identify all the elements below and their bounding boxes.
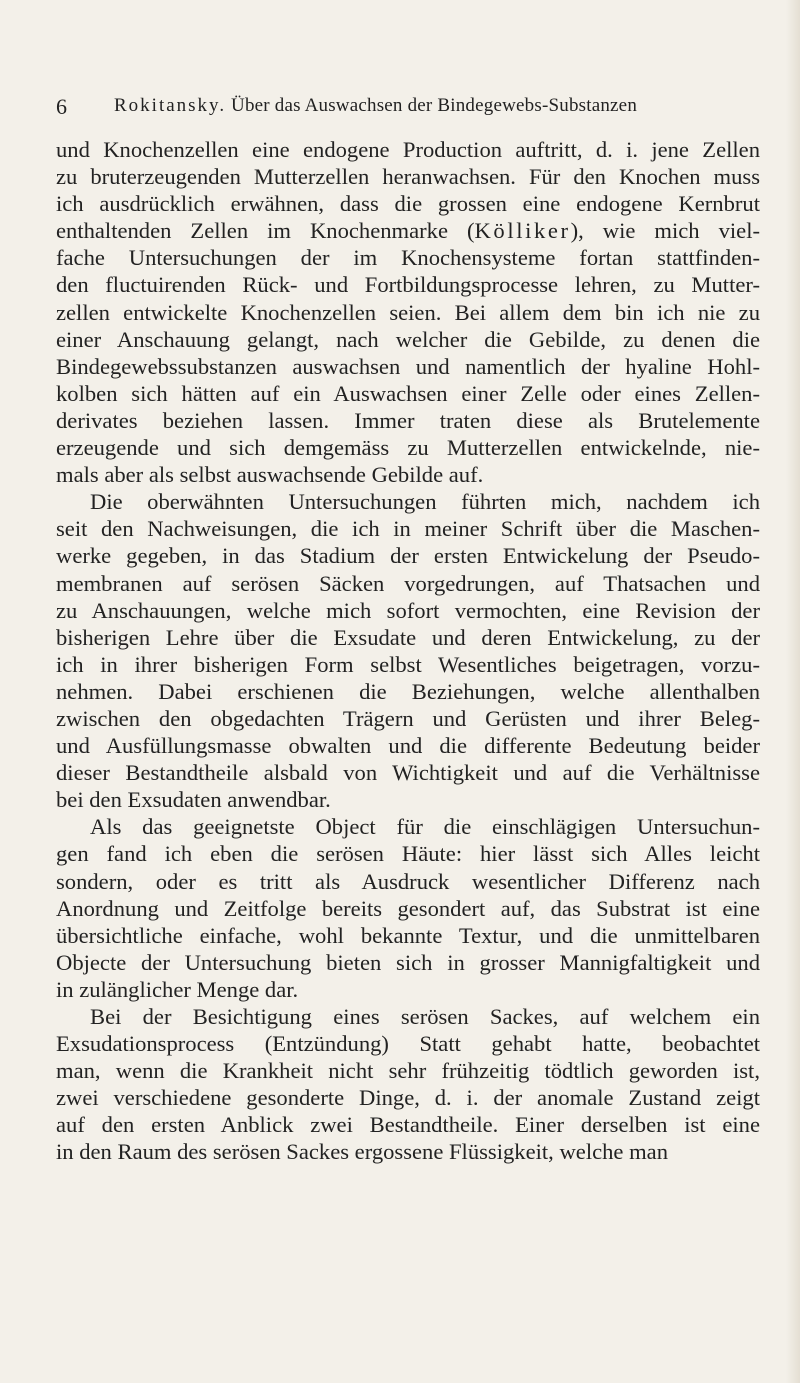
text-line: Bei der Besichtigung eines serösen Sackes, auf welchem ein — [90, 1004, 760, 1029]
text-line: in den Raum des serösen Sackes ergossene Flüssigkeit, welche man — [56, 1139, 668, 1165]
text-line: und Ausfüllungsmasse obwalten und die differente Bedeutung beider — [56, 733, 760, 759]
paragraph — [56, 488, 760, 813]
text-line: zwei verschiedene gesonderte Dinge, d. i. der anomale Zustand zeigt — [56, 1085, 760, 1111]
text-line: zellen entwickelte Knochenzellen seien. Bei allem dem bin ich nie zu — [56, 299, 760, 325]
paragraph — [56, 813, 760, 1003]
text-line: Als das geeignetste Object für die einschlägigen Untersuchun- — [90, 814, 760, 840]
text-line: fache Untersuchungen der im Knochensysteme fortan stattfinden- — [56, 245, 760, 271]
text-line: kolben sich hätten auf ein Auswachsen einer Zelle oder eines Zellen- — [56, 380, 760, 406]
text-line: den fluctuirenden Rück- und Fortbildungsprocesse lehren, zu Mutter- — [56, 272, 760, 298]
page-edge-shadow — [786, 0, 800, 1383]
header-title-line — [114, 95, 637, 117]
text-line: bisherigen Lehre über die Exsudate und deren Entwickelung, zu der — [56, 624, 760, 650]
text-line: Objecte der Untersuchung bieten sich in grosser Mannigfaltigkeit und — [56, 949, 760, 975]
text-line: werke gegeben, in das Stadium der ersten Entwickelung der Pseudo- — [56, 543, 760, 569]
text-line: nehmen. Dabei erschienen die Beziehungen, welche allenthalben — [56, 678, 760, 704]
text-line: einer Anschauung gelangt, nach welcher die Gebilde, zu denen die — [56, 326, 760, 352]
text-line: Anordnung und Zeitfolge bereits gesondert auf, das Substrat ist eine — [56, 895, 760, 921]
text-line: seit den Nachweisungen, die ich in meiner Schrift über die Maschen- — [56, 516, 760, 542]
text-line: und Knochenzellen eine endogene Production auftritt, d. i. jene Zellen — [56, 137, 760, 162]
paragraph — [56, 1003, 760, 1166]
text-line: Die oberwähnten Untersuchungen führten mich, nachdem ich — [90, 489, 760, 515]
text-line: dieser Bestandtheile alsbald von Wichtigkeit und auf die Verhältnisse — [56, 760, 760, 786]
header-author: Rokitansky. — [114, 95, 227, 116]
body-text — [56, 136, 760, 1166]
text-line: zwischen den obgedachten Trägern und Gerüsten und ihrer Beleg- — [56, 705, 760, 731]
text-line: sondern, oder es tritt als Ausdruck wesentlicher Differenz nach — [56, 868, 760, 894]
text-line: zu bruterzeugenden Mutterzellen heranwachsen. Für den Knochen muss — [56, 164, 760, 190]
text-line: in zulänglicher Menge dar. — [56, 976, 299, 1002]
page-number: 6 — [56, 94, 68, 119]
running-header — [56, 94, 756, 122]
text-line: auf den ersten Anblick zwei Bestandtheile. Einer derselben ist eine — [56, 1112, 760, 1138]
text-line: zu Anschauungen, welche mich sofort vermochten, eine Revision der — [56, 597, 760, 623]
text-line: derivates beziehen lassen. Immer traten diese als Brutelemente — [56, 407, 760, 433]
paragraph — [56, 136, 760, 488]
text-line: enthaltenden Zellen im Knochenmarke (Kölliker), wie mich viel- — [56, 218, 760, 244]
text-line: ich ausdrücklich erwähnen, dass die grossen eine endogene Kernbrut — [56, 191, 760, 217]
text-line: mals aber als selbst auswachsende Gebilde auf. — [56, 462, 484, 488]
text-line: bei den Exsudaten anwendbar. — [56, 787, 331, 813]
text-line: man, wenn die Krankheit nicht sehr frühzeitig tödtlich geworden ist, — [56, 1058, 760, 1084]
text-line: übersichtliche einfache, wohl bekannte Textur, und die unmittelbaren — [56, 922, 760, 948]
text-line: erzeugende und sich demgemäss zu Mutterzellen entwickelnde, nie- — [56, 435, 760, 461]
text-line: membranen auf serösen Säcken vorgedrungen, auf Thatsachen und — [56, 570, 760, 596]
text-line: Exsudationsprocess (Entzündung) Statt gehabt hatte, beobachtet — [56, 1031, 760, 1057]
text-line: ich in ihrer bisherigen Form selbst Wesentliches beigetragen, vorzu- — [56, 651, 760, 677]
text-line: gen fand ich eben die serösen Häute: hier lässt sich Alles leicht — [56, 841, 760, 867]
text-line: Bindegewebssubstanzen auswachsen und namentlich der hyaline Hohl- — [56, 353, 760, 379]
header-title: Über das Auswachsen der Bindegewebs-Substanzen — [231, 95, 638, 116]
